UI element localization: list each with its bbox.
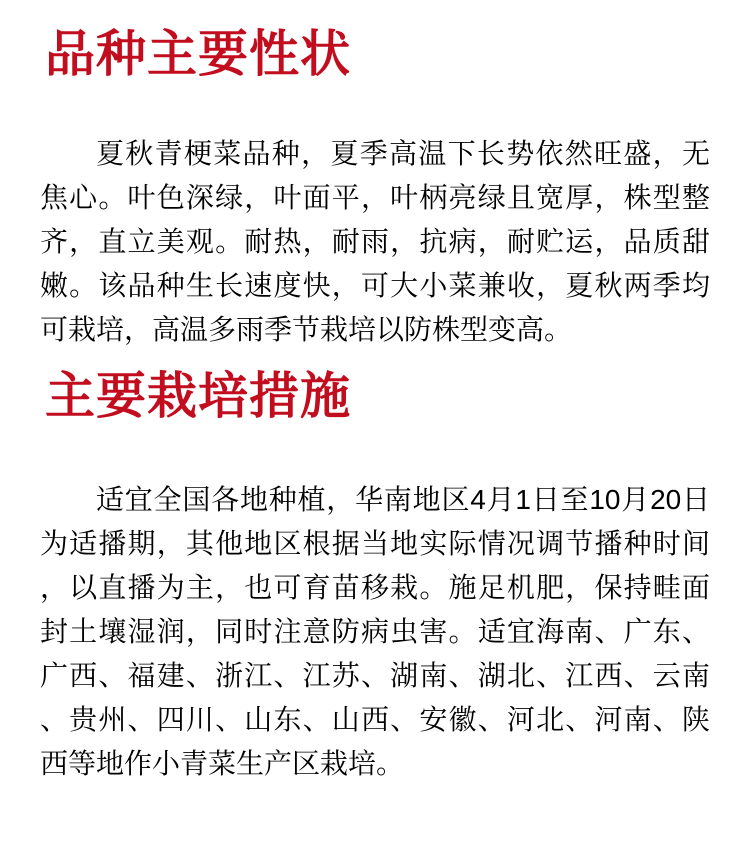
- cultivation-measures-paragraph: [40, 478, 710, 786]
- paragraph-line: 适宜全国各地种植，华南地区4月1日至10月20日: [96, 484, 710, 515]
- paragraph-line: 广西、福建、浙江、江苏、湖南、湖北、江西、云南: [40, 660, 710, 691]
- paragraph-line: 焦心。叶色深绿，叶面平，叶柄亮绿且宽厚，株型整: [40, 182, 710, 213]
- paragraph-line: 封土壤湿润，同时注意防病虫害。适宜海南、广东、: [40, 616, 710, 647]
- paragraph-line: 为适播期，其他地区根据当地实际情况调节播种时间: [40, 528, 710, 559]
- product-description-page: [0, 26, 750, 845]
- paragraph-line: 夏秋青梗菜品种，夏季高温下长势依然旺盛，无: [96, 138, 710, 169]
- paragraph-line: 、贵州、四川、山东、山西、安徽、河北、河南、陕: [40, 704, 710, 735]
- paragraph-line: 嫩。该品种生长速度快，可大小菜兼收，夏秋两季均: [40, 270, 710, 301]
- paragraph-line: 西等地作小青菜生产区栽培。: [40, 748, 405, 779]
- section-cultivation-measures: [40, 368, 710, 786]
- paragraph-line: ，以直播为主，也可育苗移栽。施足机肥，保持畦面: [40, 572, 710, 603]
- section-heading-cultivation-measures: 主要栽培措施: [45, 368, 351, 424]
- paragraph-line: 可栽培，高温多雨季节栽培以防株型变高。: [40, 314, 573, 345]
- section-variety-traits: [40, 26, 710, 352]
- paragraph-line: 齐，直立美观。耐热，耐雨，抗病，耐贮运，品质甜: [40, 226, 710, 257]
- variety-traits-paragraph: [40, 132, 710, 352]
- description-content: [0, 26, 750, 786]
- section-heading-variety-traits: 品种主要性状: [45, 26, 351, 82]
